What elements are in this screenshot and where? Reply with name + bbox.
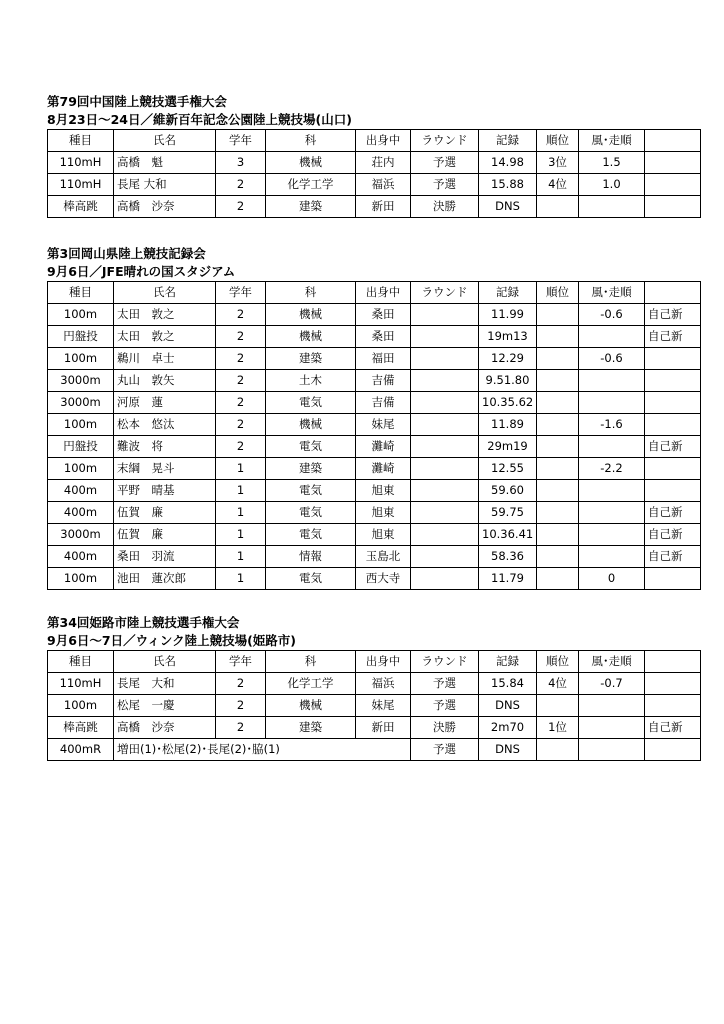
meet-section-3 [47,614,701,761]
wind-cell [579,480,645,502]
wind-cell [579,196,645,218]
wind-cell: -0.6 [579,348,645,370]
rank-cell [537,414,579,436]
header-grade: 学年 [216,282,266,304]
round-cell [411,524,479,546]
event-cell: 100m [48,695,114,717]
grade-cell: 1 [216,458,266,480]
name-cell: 伍賀 廉 [114,524,216,546]
event-cell: 100m [48,414,114,436]
record-cell: 10.36.41 [479,524,537,546]
school-cell: 灘崎 [356,458,411,480]
event-cell: 3000m [48,524,114,546]
wind-cell: -1.6 [579,414,645,436]
school-cell: 妹尾 [356,414,411,436]
header-record: 記録 [479,130,537,152]
dept-cell: 情報 [266,546,356,568]
wind-cell [579,717,645,739]
relay-row [48,739,701,761]
school-cell: 旭東 [356,524,411,546]
note-cell: 自己新 [645,546,701,568]
school-cell: 新田 [356,717,411,739]
round-cell [411,568,479,590]
note-cell: 自己新 [645,524,701,546]
name-cell: 河原 蓮 [114,392,216,414]
wind-cell: -0.6 [579,304,645,326]
event-cell: 3000m [48,370,114,392]
school-cell: 桑田 [356,304,411,326]
meet-title: 第3回岡山県陸上競技記録会 [47,246,206,261]
event-cell: 400m [48,480,114,502]
round-cell: 予選 [411,673,479,695]
grade-cell: 2 [216,414,266,436]
table-row [48,436,701,458]
record-cell: 9.51.80 [479,370,537,392]
rank-cell [537,370,579,392]
name-cell: 長尾 大和 [114,174,216,196]
round-cell [411,502,479,524]
name-cell: 末綱 晃斗 [114,458,216,480]
results-table [47,129,701,218]
school-cell: 吉備 [356,370,411,392]
table-row [48,370,701,392]
table-row [48,695,701,717]
name-cell: 池田 蓮次郎 [114,568,216,590]
dept-cell: 電気 [266,568,356,590]
table-header [48,130,701,152]
table-row [48,568,701,590]
meet-date-venue: 8月23日～24日／維新百年記念公園陸上競技場(山口) [47,112,352,127]
note-cell [645,673,701,695]
results-table [47,281,701,590]
note-cell [645,458,701,480]
table-body [48,152,701,218]
name-cell: 高橋 沙奈 [114,196,216,218]
school-cell: 灘崎 [356,436,411,458]
meet-date-venue: 9月6日～7日／ウィンク陸上競技場(姫路市) [47,633,297,648]
round-cell [411,326,479,348]
header-row [48,282,701,304]
header-name: 氏名 [114,651,216,673]
header-wind: 風･走順 [579,651,645,673]
record-cell: DNS [479,739,537,761]
record-cell: 29m19 [479,436,537,458]
school-cell: 妹尾 [356,695,411,717]
grade-cell: 1 [216,568,266,590]
header-name: 氏名 [114,130,216,152]
dept-cell: 電気 [266,524,356,546]
wind-cell: -2.2 [579,458,645,480]
record-cell: 11.89 [479,414,537,436]
header-rank: 順位 [537,282,579,304]
meet-date-venue: 9月6日／JFE晴れの国スタジアム [47,264,236,279]
header-dept: 科 [266,282,356,304]
relay-members-cell: 増田(1)･松尾(2)･長尾(2)･脇(1) [114,739,411,761]
event-cell: 110mH [48,174,114,196]
header-school: 出身中 [356,282,411,304]
wind-cell [579,370,645,392]
event-cell: 110mH [48,152,114,174]
rank-cell [537,348,579,370]
record-cell: 14.98 [479,152,537,174]
table-body [48,304,701,590]
note-cell: 自己新 [645,502,701,524]
header-record: 記録 [479,651,537,673]
note-cell [645,196,701,218]
grade-cell: 2 [216,348,266,370]
table-row [48,717,701,739]
note-cell [645,152,701,174]
rank-cell [537,480,579,502]
rank-cell [537,524,579,546]
grade-cell: 1 [216,546,266,568]
record-cell: 11.99 [479,304,537,326]
note-cell [645,739,701,761]
rank-cell [537,739,579,761]
school-cell: 西大寺 [356,568,411,590]
table-row [48,174,701,196]
wind-cell: 0 [579,568,645,590]
name-cell: 長尾 大和 [114,673,216,695]
note-cell [645,480,701,502]
round-cell [411,458,479,480]
table-row [48,326,701,348]
table-header [48,651,701,673]
meet-title: 第79回中国陸上競技選手権大会 [47,94,227,109]
wind-cell [579,546,645,568]
wind-cell [579,326,645,348]
header-event: 種目 [48,282,114,304]
record-cell: 15.88 [479,174,537,196]
header-rank: 順位 [537,130,579,152]
event-cell: 3000m [48,392,114,414]
grade-cell: 2 [216,370,266,392]
name-cell: 太田 敦之 [114,304,216,326]
round-cell [411,392,479,414]
header-event: 種目 [48,651,114,673]
wind-cell: -0.7 [579,673,645,695]
header-wind: 風･走順 [579,282,645,304]
grade-cell: 2 [216,392,266,414]
header-grade: 学年 [216,651,266,673]
round-cell [411,304,479,326]
round-cell [411,414,479,436]
round-cell: 決勝 [411,196,479,218]
rank-cell: 4位 [537,174,579,196]
table-row [48,673,701,695]
grade-cell: 2 [216,326,266,348]
note-cell [645,392,701,414]
rank-cell [537,546,579,568]
meet-section-2 [47,245,701,590]
table-row [48,304,701,326]
record-cell: 2m70 [479,717,537,739]
table-row [48,480,701,502]
event-cell: 100m [48,458,114,480]
rank-cell: 4位 [537,673,579,695]
wind-cell: 1.0 [579,174,645,196]
name-cell: 高橋 沙奈 [114,717,216,739]
table-row [48,502,701,524]
header-school: 出身中 [356,130,411,152]
rank-cell [537,458,579,480]
note-cell: 自己新 [645,436,701,458]
rank-cell [537,196,579,218]
note-cell [645,414,701,436]
round-cell: 予選 [411,739,479,761]
table-header [48,282,701,304]
record-cell: 11.79 [479,568,537,590]
name-cell: 難波 将 [114,436,216,458]
dept-cell: 電気 [266,436,356,458]
record-cell: 15.84 [479,673,537,695]
wind-cell [579,436,645,458]
note-cell [645,695,701,717]
note-cell: 自己新 [645,326,701,348]
record-cell: 12.55 [479,458,537,480]
table-row [48,196,701,218]
dept-cell: 建築 [266,717,356,739]
header-row [48,651,701,673]
event-cell: 400mR [48,739,114,761]
rank-cell [537,695,579,717]
name-cell: 鵜川 卓士 [114,348,216,370]
record-cell: 19m13 [479,326,537,348]
record-cell: 12.29 [479,348,537,370]
school-cell: 福浜 [356,174,411,196]
record-cell: 10.35.62 [479,392,537,414]
note-cell [645,568,701,590]
table-row [48,392,701,414]
header-grade: 学年 [216,130,266,152]
dept-cell: 機械 [266,152,356,174]
event-cell: 100m [48,568,114,590]
header-round: ラウンド [411,651,479,673]
event-cell: 棒高跳 [48,196,114,218]
grade-cell: 1 [216,524,266,546]
rank-cell [537,392,579,414]
grade-cell: 2 [216,174,266,196]
dept-cell: 電気 [266,480,356,502]
event-cell: 棒高跳 [48,717,114,739]
table-row [48,458,701,480]
round-cell: 予選 [411,695,479,717]
name-cell: 桑田 羽流 [114,546,216,568]
grade-cell: 1 [216,502,266,524]
dept-cell: 機械 [266,326,356,348]
dept-cell: 建築 [266,196,356,218]
event-cell: 100m [48,304,114,326]
header-note [645,651,701,673]
record-cell: 59.75 [479,502,537,524]
rank-cell: 1位 [537,717,579,739]
note-cell: 自己新 [645,717,701,739]
dept-cell: 土木 [266,370,356,392]
table-body [48,673,701,761]
round-cell [411,546,479,568]
note-cell [645,348,701,370]
header-note [645,130,701,152]
grade-cell: 2 [216,717,266,739]
wind-cell [579,502,645,524]
dept-cell: 建築 [266,458,356,480]
school-cell: 旭東 [356,502,411,524]
school-cell: 荘内 [356,152,411,174]
note-cell [645,174,701,196]
table-row [48,348,701,370]
round-cell [411,348,479,370]
grade-cell: 2 [216,695,266,717]
header-name: 氏名 [114,282,216,304]
header-record: 記録 [479,282,537,304]
header-dept: 科 [266,651,356,673]
dept-cell: 電気 [266,502,356,524]
dept-cell: 化学工学 [266,174,356,196]
record-cell: DNS [479,196,537,218]
header-row [48,130,701,152]
dept-cell: 機械 [266,695,356,717]
school-cell: 福田 [356,348,411,370]
name-cell: 高橋 魁 [114,152,216,174]
name-cell: 伍賀 廉 [114,502,216,524]
round-cell [411,436,479,458]
wind-cell: 1.5 [579,152,645,174]
wind-cell [579,695,645,717]
event-cell: 400m [48,502,114,524]
header-dept: 科 [266,130,356,152]
rank-cell [537,502,579,524]
header-wind: 風･走順 [579,130,645,152]
rank-cell [537,326,579,348]
event-cell: 円盤投 [48,326,114,348]
record-cell: 59.60 [479,480,537,502]
name-cell: 丸山 敦矢 [114,370,216,392]
round-cell: 決勝 [411,717,479,739]
dept-cell: 電気 [266,392,356,414]
event-cell: 100m [48,348,114,370]
name-cell: 松本 悠汰 [114,414,216,436]
wind-cell [579,524,645,546]
rank-cell: 3位 [537,152,579,174]
round-cell: 予選 [411,174,479,196]
grade-cell: 2 [216,436,266,458]
school-cell: 玉島北 [356,546,411,568]
school-cell: 桑田 [356,326,411,348]
meet-title: 第34回姫路市陸上競技選手権大会 [47,615,240,630]
note-cell [645,370,701,392]
wind-cell [579,392,645,414]
school-cell: 吉備 [356,392,411,414]
grade-cell: 2 [216,673,266,695]
grade-cell: 2 [216,196,266,218]
meet-section-1 [47,93,701,218]
results-table [47,650,701,761]
rank-cell [537,304,579,326]
wind-cell [579,739,645,761]
record-cell: 58.36 [479,546,537,568]
dept-cell: 機械 [266,304,356,326]
name-cell: 松尾 一慶 [114,695,216,717]
header-event: 種目 [48,130,114,152]
table-row [48,414,701,436]
header-round: ラウンド [411,130,479,152]
header-note [645,282,701,304]
table-row [48,524,701,546]
round-cell [411,370,479,392]
event-cell: 110mH [48,673,114,695]
round-cell: 予選 [411,152,479,174]
table-row [48,546,701,568]
header-rank: 順位 [537,651,579,673]
school-cell: 旭東 [356,480,411,502]
note-cell: 自己新 [645,304,701,326]
event-cell: 円盤投 [48,436,114,458]
rank-cell [537,436,579,458]
dept-cell: 化学工学 [266,673,356,695]
school-cell: 福浜 [356,673,411,695]
school-cell: 新田 [356,196,411,218]
rank-cell [537,568,579,590]
grade-cell: 2 [216,304,266,326]
header-round: ラウンド [411,282,479,304]
record-cell: DNS [479,695,537,717]
grade-cell: 3 [216,152,266,174]
dept-cell: 機械 [266,414,356,436]
table-row [48,152,701,174]
name-cell: 太田 敦之 [114,326,216,348]
name-cell: 平野 晴基 [114,480,216,502]
round-cell [411,480,479,502]
header-school: 出身中 [356,651,411,673]
grade-cell: 1 [216,480,266,502]
dept-cell: 建築 [266,348,356,370]
event-cell: 400m [48,546,114,568]
